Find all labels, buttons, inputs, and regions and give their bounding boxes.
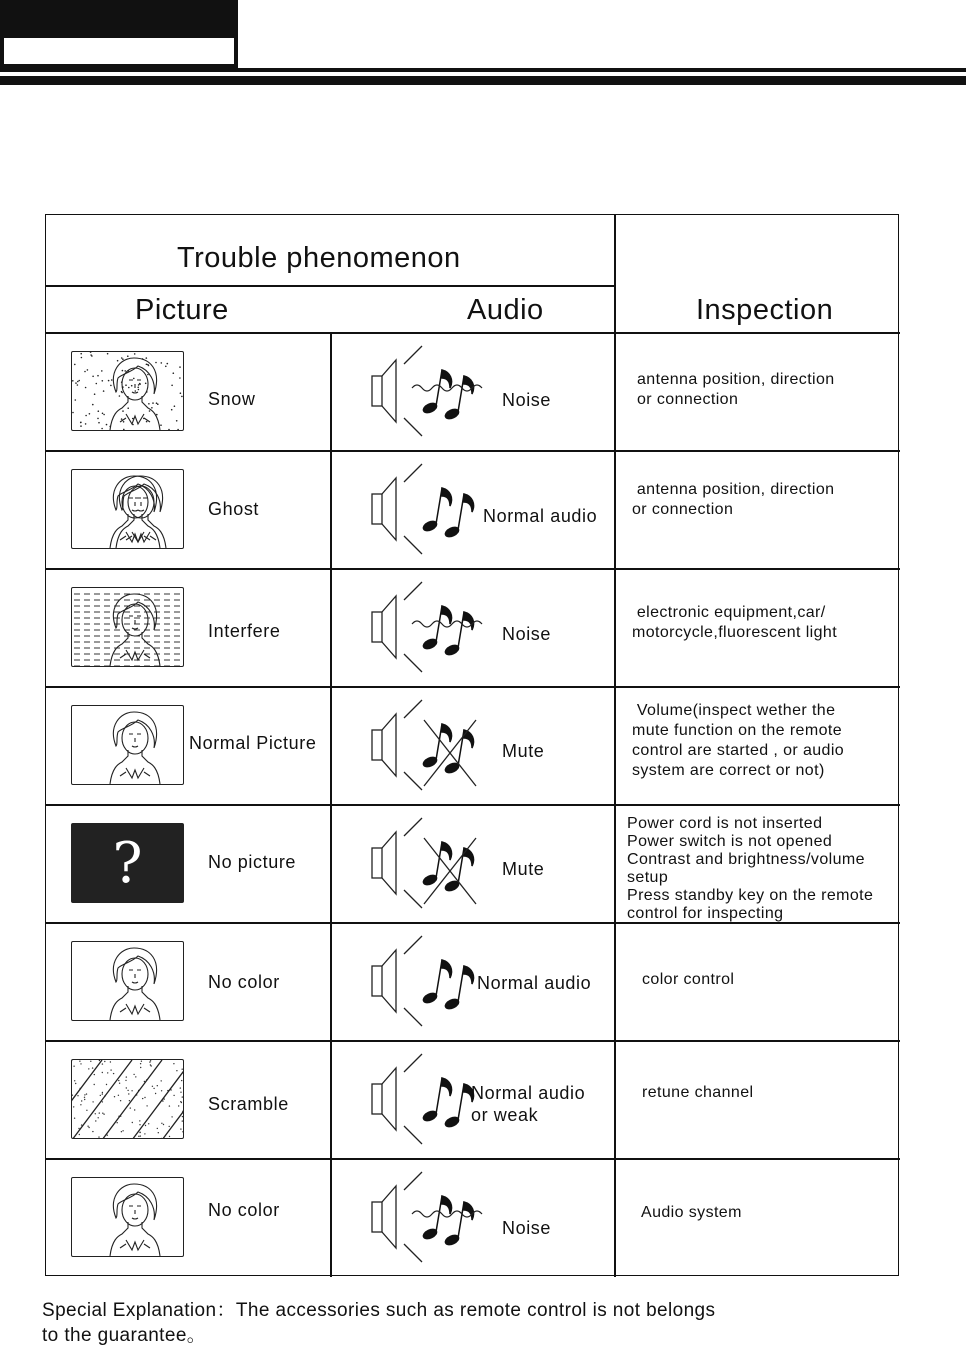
table-row — [46, 332, 900, 450]
audio-label: Mute — [502, 740, 544, 762]
speaker-icon — [364, 572, 494, 682]
header-label-box — [0, 0, 238, 68]
speaker-graphic — [364, 572, 494, 682]
footer-note-line1: Special Explanation：The accessories such as remote control is not belongs — [42, 1295, 715, 1322]
speaker-icon — [364, 336, 494, 446]
inspection-text: electronic equipment,car/ motorcycle,fluorescent light — [632, 603, 837, 643]
header-rule-thick — [0, 76, 966, 85]
picture-thumbnail — [71, 705, 184, 785]
speaker-graphic — [364, 926, 494, 1036]
question-mark-icon: ? — [72, 824, 183, 902]
speaker-icon — [364, 454, 494, 564]
header-trouble-phenomenon: Trouble phenomenon — [177, 242, 461, 275]
picture-thumbnail — [71, 1177, 184, 1257]
picture-label: No color — [208, 1200, 280, 1221]
header-audio: Audio — [467, 294, 544, 327]
inspection-text: retune channel — [642, 1083, 753, 1103]
picture-illustration — [72, 470, 184, 549]
speaker-graphic — [364, 336, 494, 446]
header-label-field — [4, 38, 234, 64]
speaker-graphic — [364, 1162, 494, 1272]
table-row — [46, 922, 900, 1040]
speaker-graphic — [364, 808, 494, 918]
picture-illustration — [72, 942, 184, 1021]
picture-illustration — [72, 1178, 184, 1257]
audio-label: Noise — [502, 389, 551, 411]
picture-illustration — [72, 1060, 184, 1139]
header-picture: Picture — [135, 294, 229, 327]
picture-thumbnail — [71, 351, 184, 431]
divider-header-sub — [46, 285, 614, 287]
picture-thumbnail — [71, 941, 184, 1021]
table-row — [46, 686, 900, 804]
speaker-mute-icon — [364, 690, 494, 800]
audio-label: Normal audio — [477, 972, 591, 994]
audio-label: Mute — [502, 858, 544, 880]
speaker-graphic — [364, 454, 494, 564]
picture-label: Interfere — [208, 621, 280, 642]
inspection-text: antenna position, direction or connection — [637, 370, 835, 410]
table-row — [46, 1040, 900, 1158]
picture-label: No color — [208, 972, 280, 993]
inspection-text: Audio system — [641, 1203, 742, 1223]
picture-thumbnail — [71, 823, 184, 903]
audio-label: Noise — [502, 623, 551, 645]
picture-illustration — [72, 706, 184, 785]
picture-label: No picture — [208, 852, 296, 873]
footer-note-line2: to the guarantee。 — [42, 1320, 206, 1347]
audio-label: Normal audio — [483, 505, 597, 527]
inspection-text: Power cord is not inserted Power switch is not opened Contrast and brightness/volume setup Press standby key on the remote control for inspecting — [627, 815, 873, 923]
picture-thumbnail — [71, 1059, 184, 1139]
audio-label: Normal audio or weak — [471, 1082, 585, 1126]
picture-illustration — [72, 588, 184, 667]
picture-thumbnail — [71, 469, 184, 549]
picture-label: Scramble — [208, 1094, 289, 1115]
audio-label: Noise — [502, 1217, 551, 1239]
picture-label: Normal Picture — [189, 733, 316, 754]
trouble-table — [45, 214, 899, 1276]
table-row — [46, 1158, 900, 1276]
picture-label: Snow — [208, 389, 255, 410]
picture-illustration — [72, 352, 184, 431]
inspection-text: color control — [642, 970, 734, 990]
speaker-mute-icon — [364, 808, 494, 918]
header-inspection: Inspection — [696, 294, 833, 327]
speaker-icon — [364, 1162, 494, 1272]
inspection-text: Volume(inspect wether the mute function on the remote control are started , or audio system are correct or not) — [632, 701, 844, 781]
inspection-text: antenna position, direction or connection — [632, 480, 834, 520]
table-row — [46, 804, 900, 922]
picture-thumbnail — [71, 587, 184, 667]
header-rule-thin — [0, 68, 966, 72]
table-row — [46, 568, 900, 686]
picture-label: Ghost — [208, 499, 259, 520]
table-row — [46, 450, 900, 568]
speaker-icon — [364, 926, 494, 1036]
speaker-graphic — [364, 690, 494, 800]
